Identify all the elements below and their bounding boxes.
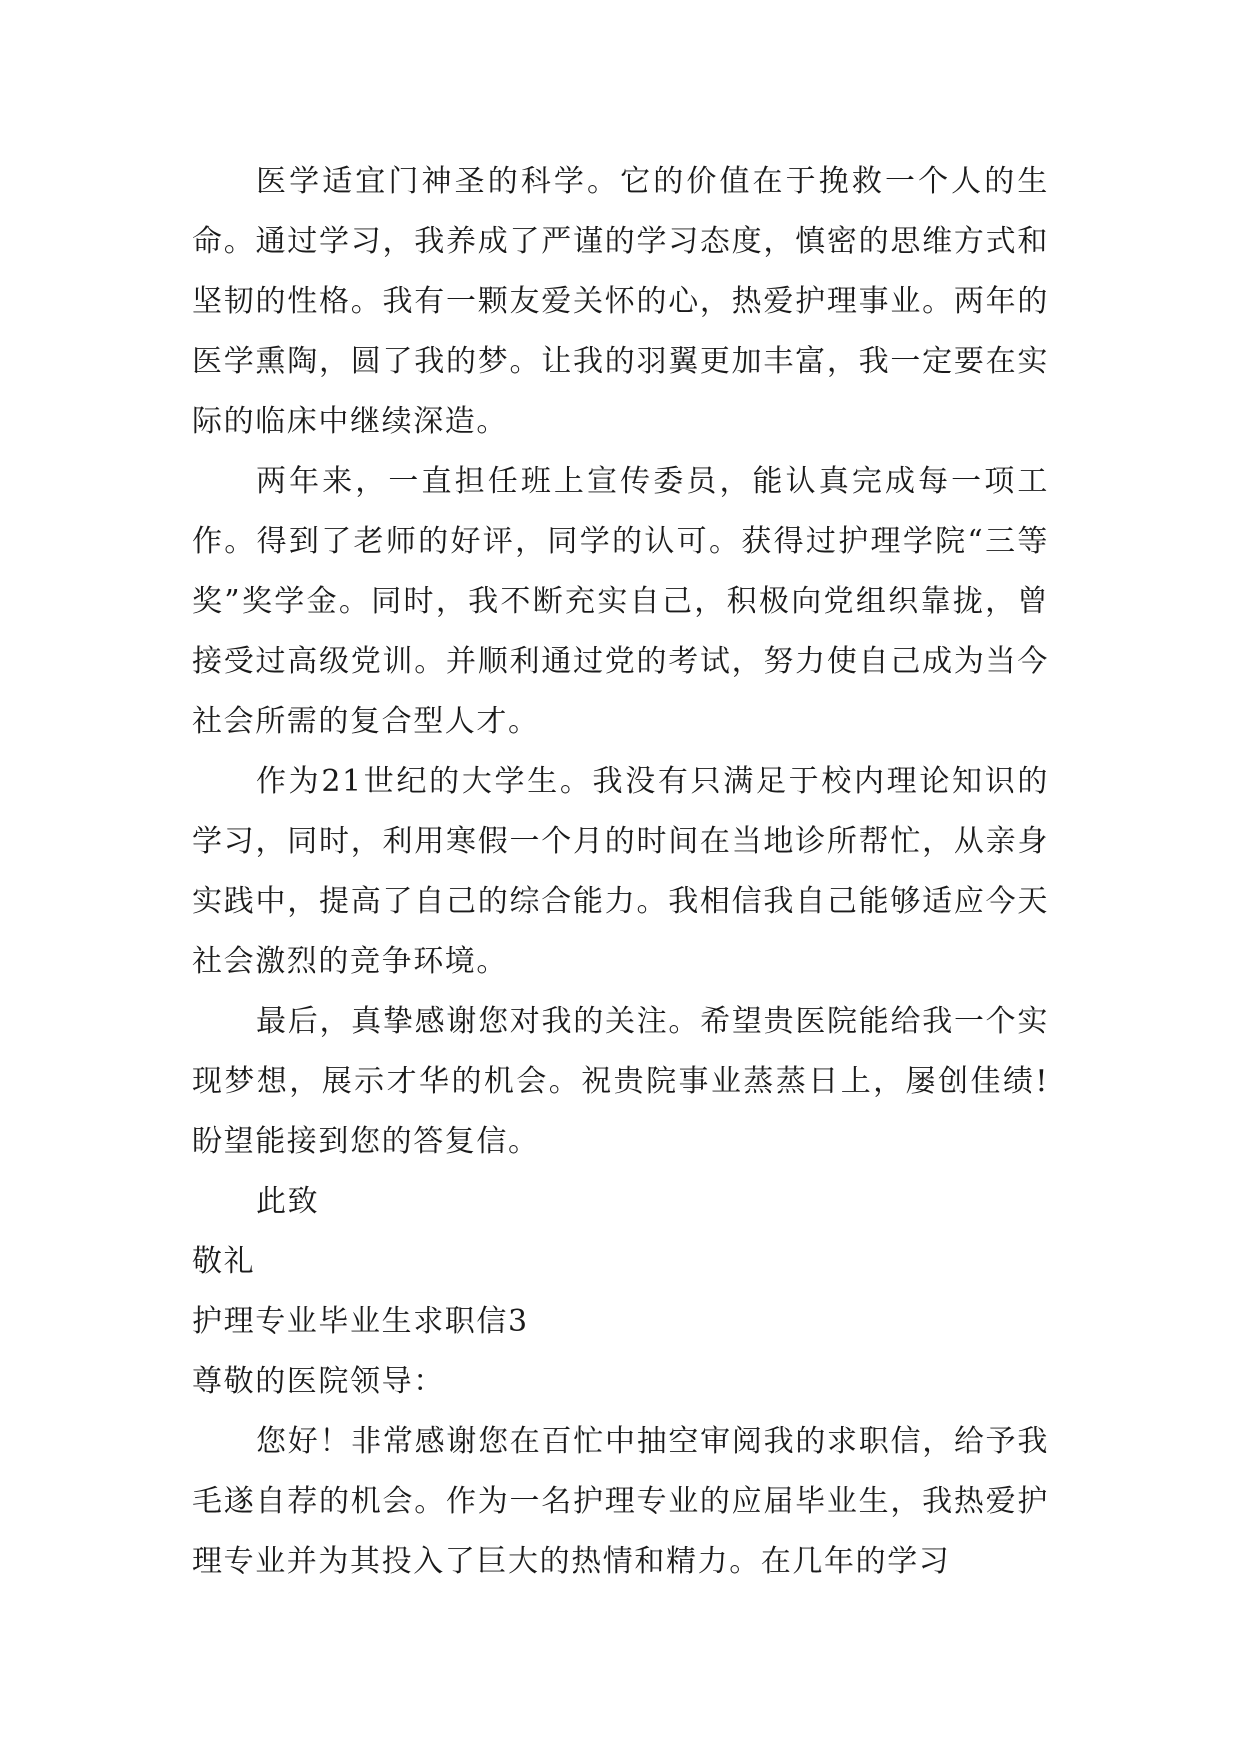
paragraph-class-duties: 两年来，一直担任班上宣传委员，能认真完成每一项工作。得到了老师的好评，同学的认可。获得过护理学院“三等奖”奖学金。同时，我不断充实自己，积极向党组织靠拢，曾接受过高级党训。并顺利通过党的考试，努力使自己成为当今社会所需的复合型人才。 xyxy=(192,464,1049,739)
paragraph-greeting: 您好！非常感谢您在百忙中抽空审阅我的求职信，给予我毛遂自荐的机会。作为一名护理专业的应届毕业生，我热爱护理专业并为其投入了巨大的热情和精力。在几年的学习 xyxy=(192,1424,1049,1579)
paragraph-medical-science: 医学适宜门神圣的科学。它的价值在于挽救一个人的生命。通过学习，我养成了严谨的学习态度，慎密的思维方式和坚韧的性格。我有一颗友爱关怀的心，热爱护理事业。两年的医学熏陶，圆了我的梦。让我的羽翼更加丰富，我一定要在实际的临床中继续深造。 xyxy=(192,164,1049,439)
section-title: 护理专业毕业生求职信3 xyxy=(192,1304,529,1339)
document-page xyxy=(192,152,1049,1592)
closing-jing-li: 敬礼 xyxy=(192,1244,256,1279)
paragraph-thanks: 最后，真挚感谢您对我的关注。希望贵医院能给我一个实现梦想，展示才华的机会。祝贵院事业蒸蒸日上，屡创佳绩!盼望能接到您的答复信。 xyxy=(192,1004,1049,1159)
paragraph-practice: 作为21世纪的大学生。我没有只满足于校内理论知识的学习，同时，利用寒假一个月的时间在当地诊所帮忙，从亲身实践中，提高了自己的综合能力。我相信我自己能够适应今天社会激烈的竞争环境。 xyxy=(192,764,1049,979)
closing-ci-zhi: 此致 xyxy=(256,1184,320,1219)
salutation: 尊敬的医院领导： xyxy=(192,1364,445,1399)
